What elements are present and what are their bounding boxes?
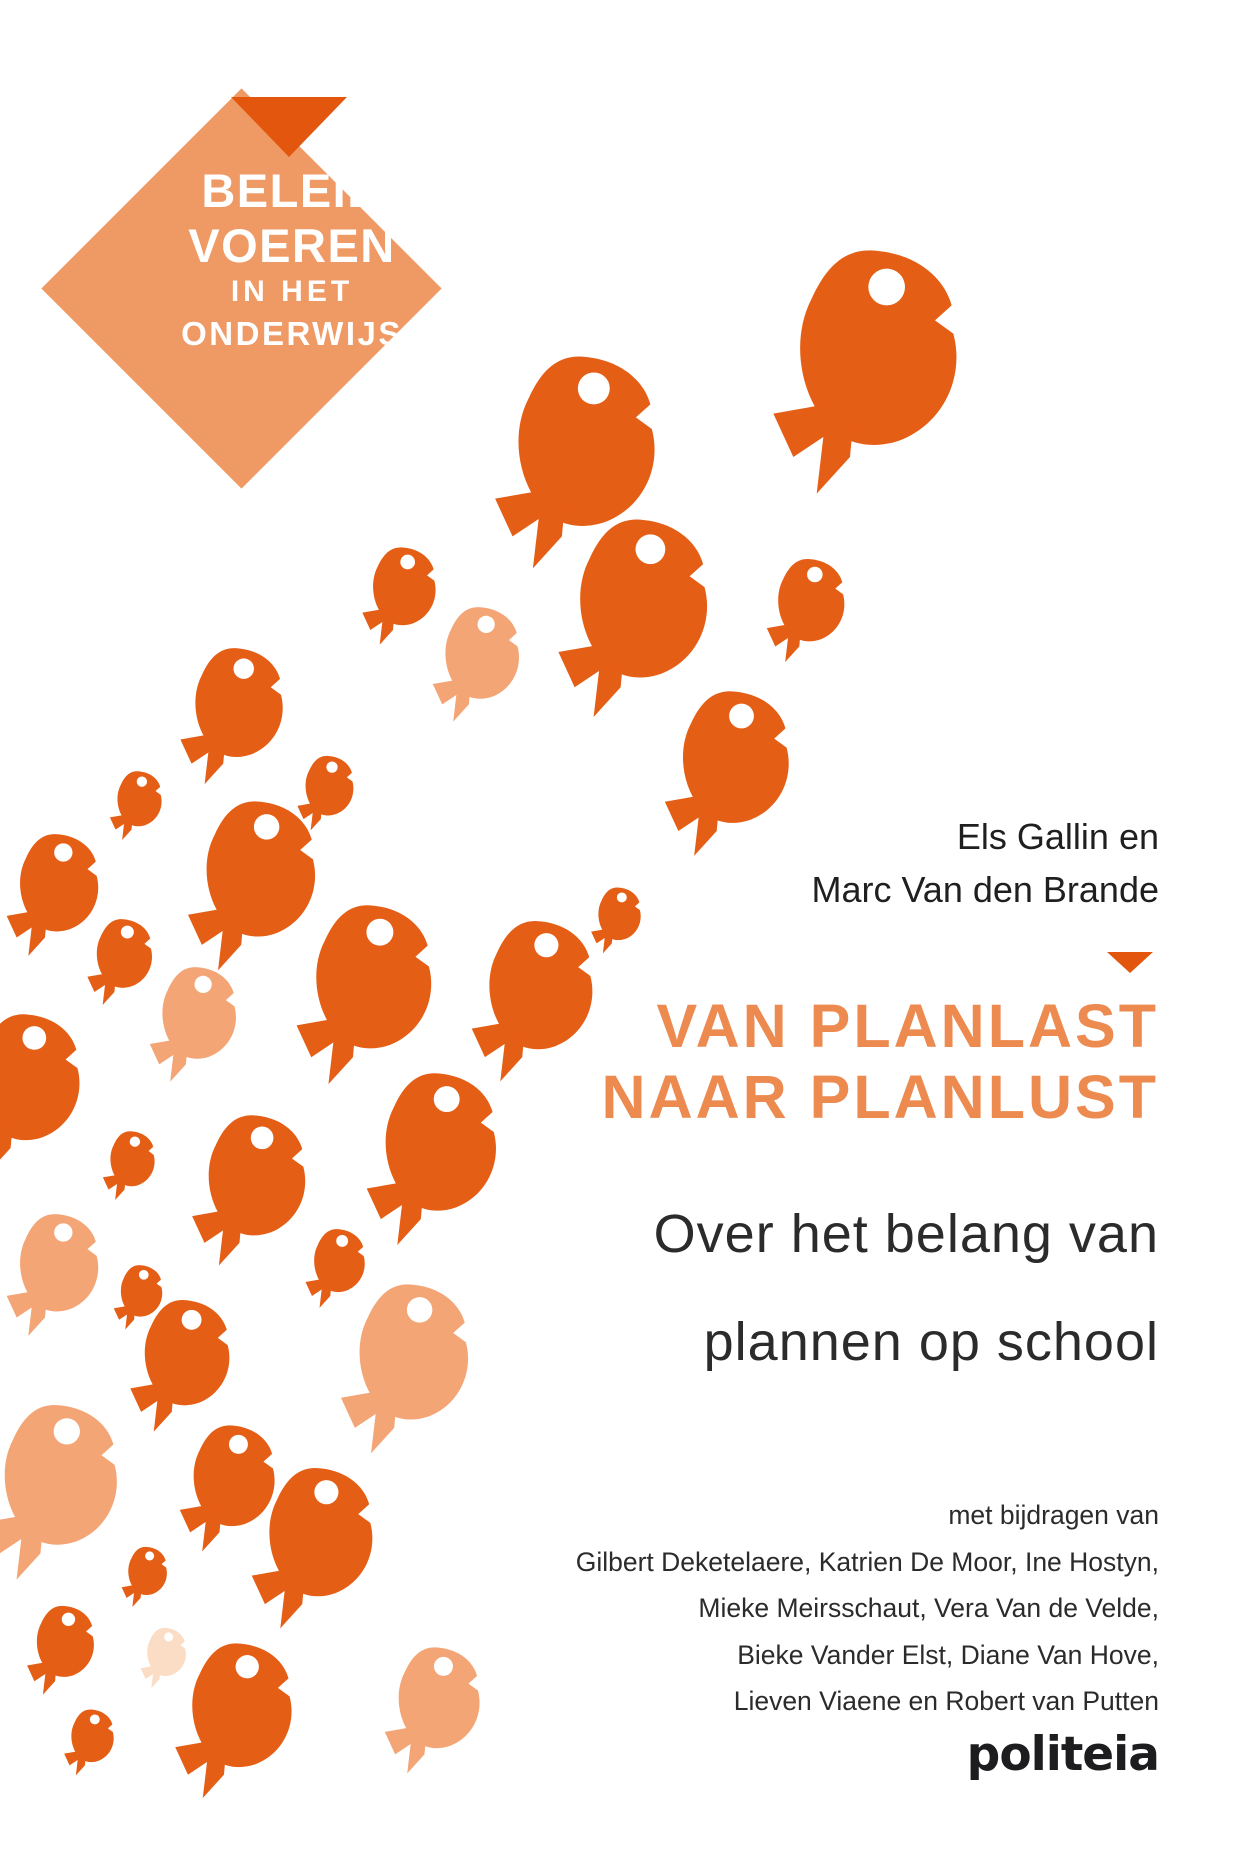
fish-icon	[0, 1405, 117, 1580]
contributors-line-2: Gilbert Deketelaere, Katrien De Moor, Ine Hostyn,	[575, 1546, 1159, 1577]
fish-icon	[297, 905, 432, 1084]
title-line-2: NAAR PLANLUST	[601, 1063, 1159, 1131]
title-marker-triangle-icon	[1107, 952, 1153, 973]
fish-icon	[367, 1073, 496, 1245]
fish-icon	[362, 547, 435, 644]
fish-icon	[385, 1647, 480, 1773]
fish-icon	[773, 250, 956, 493]
fish-icon	[591, 887, 641, 953]
badge-line-voeren: VOEREN	[188, 219, 396, 272]
fish-icon	[188, 801, 315, 970]
book-title	[602, 991, 1159, 1133]
contributors-intro: met bijdragen van	[948, 1500, 1159, 1530]
subtitle-line-2: plannen op school	[703, 1312, 1159, 1372]
author-line-1: Els Gallin en	[956, 816, 1159, 857]
publisher-logo: politeia	[966, 1727, 1159, 1782]
fish-icon	[192, 1115, 305, 1265]
fish-icon	[103, 1131, 155, 1200]
fish-icon	[0, 1014, 79, 1171]
series-badge-text	[142, 164, 442, 352]
badge-notch-triangle-icon	[231, 97, 347, 157]
author-line-2: Marc Van den Brande	[811, 869, 1159, 910]
badge-line-onderwijs: ONDERWIJS	[181, 315, 403, 352]
book-subtitle	[654, 1180, 1159, 1396]
fish-icon	[341, 1284, 468, 1453]
fish-icon	[64, 1709, 114, 1775]
fish-icon	[665, 691, 789, 856]
fish-icon	[433, 607, 519, 722]
fish-icon	[305, 1229, 364, 1308]
fish-icon	[150, 967, 236, 1082]
fish-icon	[87, 919, 152, 1005]
fish-icon	[130, 1300, 229, 1432]
fish-icon	[472, 921, 593, 1081]
fish-icon	[558, 519, 707, 717]
author-names	[811, 810, 1159, 916]
contributors-line-4: Bieke Vander Elst, Diane Van Hove,	[737, 1639, 1159, 1670]
fish-icon	[767, 559, 845, 662]
fish-icon	[297, 756, 353, 830]
fish-icon	[7, 1214, 99, 1336]
fish-icon	[110, 771, 162, 840]
fish-icon	[122, 1547, 167, 1607]
fish-icon	[175, 1643, 291, 1798]
fish-icon	[27, 1606, 94, 1695]
fish-icon	[180, 1425, 275, 1551]
contributors-line-5: Lieven Viaene en Robert van Putten	[733, 1686, 1159, 1716]
title-line-1: VAN PLANLAST	[656, 992, 1159, 1060]
fish-icon	[141, 1628, 186, 1688]
badge-line-in-het: IN HET	[230, 275, 354, 308]
subtitle-line-1: Over het belang van	[653, 1204, 1159, 1264]
contributors-block	[576, 1492, 1159, 1725]
badge-line-beleid: BELEID	[201, 164, 383, 217]
fish-icon	[7, 834, 99, 956]
contributors-line-3: Mieke Meirsschaut, Vera Van de Velde,	[698, 1593, 1159, 1623]
fish-icon	[180, 648, 282, 784]
